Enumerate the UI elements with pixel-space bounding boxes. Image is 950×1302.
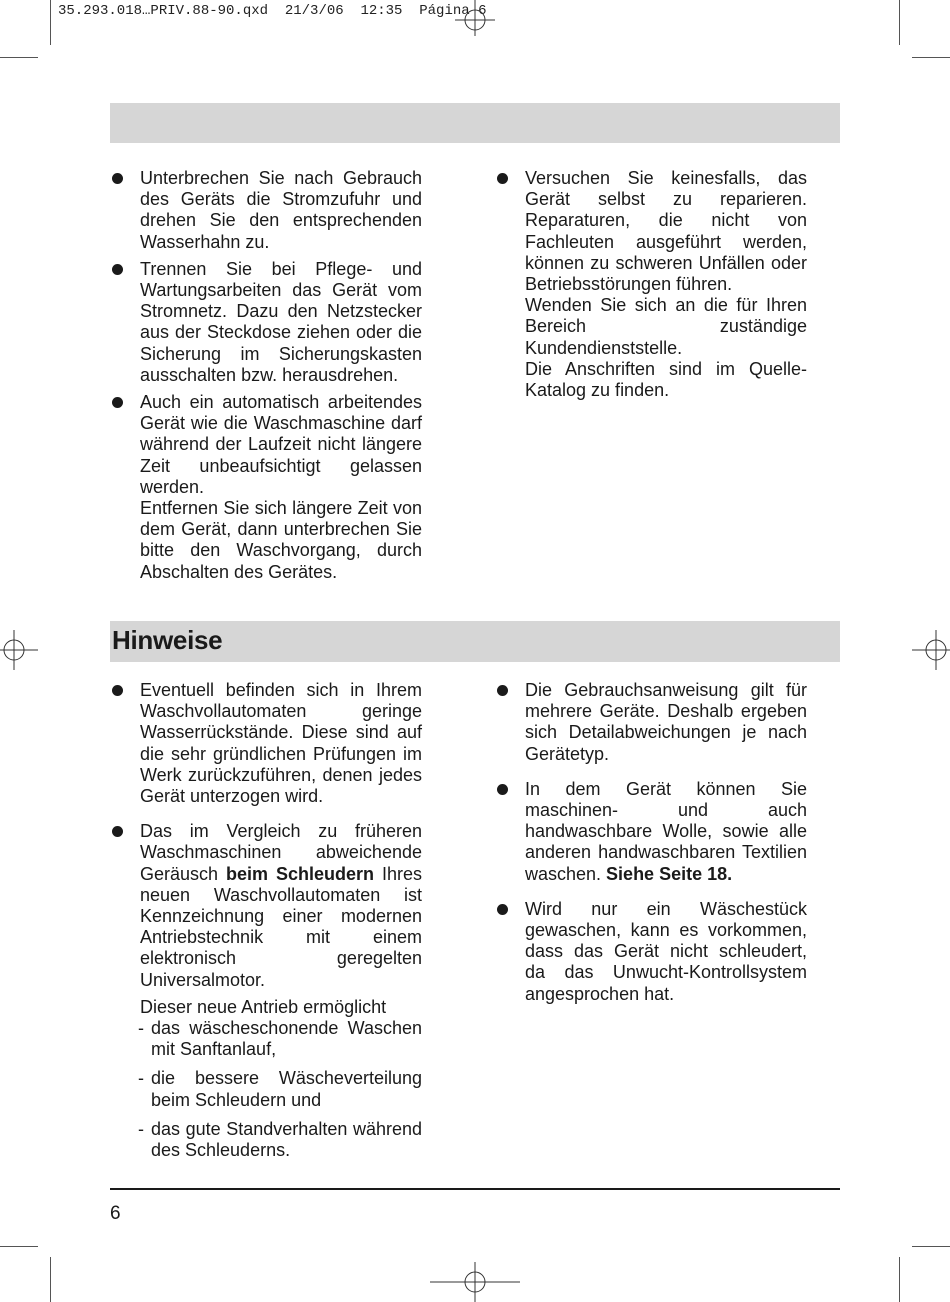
bold-text: beim Schleudern bbox=[226, 863, 374, 884]
list-item-text: In dem Gerät können Sie maschinen- und auch handwaschbare Wolle, sowie alle anderen handwaschbaren Textilien waschen. Siehe Seite 18. bbox=[525, 778, 807, 884]
list-item bbox=[112, 392, 422, 583]
list-item bbox=[112, 680, 422, 807]
list-item-text: Versuchen Sie keinesfalls, das Gerät selbst zu reparieren. Reparaturen, die nicht von Fachleuten ausgeführt werden, können zu schweren Unfällen oder Betriebsstörungen führen. bbox=[525, 168, 807, 295]
list-item bbox=[112, 821, 422, 1161]
registration-mark-left bbox=[0, 630, 38, 670]
list-item-text: Das im Vergleich zu früheren Waschmaschinen abweichende Geräusch beim Schleudern Ihres neuen Waschvollautomaten ist Kennzeichnung einer modernen Antriebstechnik mit einem elektronisch geregelten Universalmotor. bbox=[140, 821, 422, 990]
bullet-icon bbox=[112, 685, 123, 696]
list-item-text: Die Anschriften sind im Quelle-Katalog zu finden. bbox=[525, 358, 807, 401]
bold-text: Siehe Seite 18. bbox=[606, 863, 733, 884]
list-item-text: Die Gebrauchsanweisung gilt für mehrere Geräte. Deshalb ergeben sich Detailabweichungen je nach Gerätetyp. bbox=[525, 680, 807, 764]
footer-rule bbox=[110, 1188, 840, 1190]
list-item-text: Unterbrechen Sie nach Gebrauch des Geräts die Stromzufuhr und drehen Sie den entsprechenden Wasserhahn zu. bbox=[140, 168, 422, 252]
bullet-icon bbox=[497, 685, 508, 696]
sub-list-item: - das gute Standverhalten während des Schleuderns. bbox=[138, 1118, 422, 1161]
bullet-icon bbox=[112, 826, 123, 837]
list-item-text: Eventuell befinden sich in Ihrem Waschvollautomaten geringe Wasserrückstände. Diese sind auf die sehr gründlichen Prüfungen im Werk zurückzuführen, denen jedes Gerät unterzogen wird. bbox=[140, 680, 422, 807]
list-item bbox=[497, 168, 807, 401]
list-item-text: Dieser neue Antrieb ermöglicht bbox=[140, 996, 387, 1017]
list-item bbox=[497, 680, 807, 765]
notes-column-right bbox=[497, 680, 807, 1005]
section-heading-band bbox=[110, 621, 840, 662]
header-band bbox=[110, 103, 840, 143]
safety-column-right bbox=[497, 168, 807, 401]
bullet-icon bbox=[497, 784, 508, 795]
section-title: Hinweise bbox=[112, 625, 223, 655]
list-item-text: Entfernen Sie sich längere Zeit von dem Gerät, dann unterbrechen Sie bitte den Waschvorgang, durch Abschalten des Gerätes. bbox=[140, 498, 422, 582]
sub-list-item: - das wäscheschonende Waschen mit Sanftanlauf, bbox=[138, 1018, 422, 1060]
bullet-icon bbox=[112, 397, 123, 408]
list-item-text: Auch ein automatisch arbeitendes Gerät wie die Waschmaschine darf während der Laufzeit nicht längere Zeit unbeaufsichtigt gelassen werden. bbox=[140, 392, 422, 497]
page-number: 6 bbox=[110, 1203, 121, 1224]
list-item-text: Trennen Sie bei Pflege- und Wartungsarbeiten das Gerät vom Stromnetz. Dazu den Netzstecker aus der Steckdose ziehen oder die Sicherung im Sicherungskasten ausschalten bzw. herausdrehen. bbox=[140, 258, 422, 385]
registration-mark-top bbox=[455, 0, 495, 36]
sub-list-item: - die bessere Wäscheverteilung beim Schleudern und bbox=[138, 1068, 422, 1110]
safety-column-left bbox=[112, 168, 422, 583]
bullet-icon bbox=[497, 904, 508, 915]
list-item bbox=[112, 259, 422, 386]
registration-mark-right bbox=[912, 630, 950, 670]
notes-column-left bbox=[112, 680, 422, 1161]
bullet-icon bbox=[497, 173, 508, 184]
print-slug: 35.293.018…PRIV.88-90.qxd 21/3/06 12:35 Página 6 bbox=[58, 3, 487, 19]
list-item-text: Wenden Sie sich an die für Ihren Bereich zuständige Kundendienststelle. bbox=[525, 295, 807, 358]
bullet-icon bbox=[112, 173, 123, 184]
list-item bbox=[112, 168, 422, 253]
list-item bbox=[497, 899, 807, 1005]
bullet-icon bbox=[112, 264, 123, 275]
registration-mark-bottom bbox=[430, 1262, 520, 1302]
list-item bbox=[497, 779, 807, 885]
list-item-text: Wird nur ein Wäschestück gewaschen, kann es vorkommen, dass das Gerät nicht schleudert, da das Unwucht-Kontrollsystem angesprochen hat. bbox=[525, 898, 807, 1004]
